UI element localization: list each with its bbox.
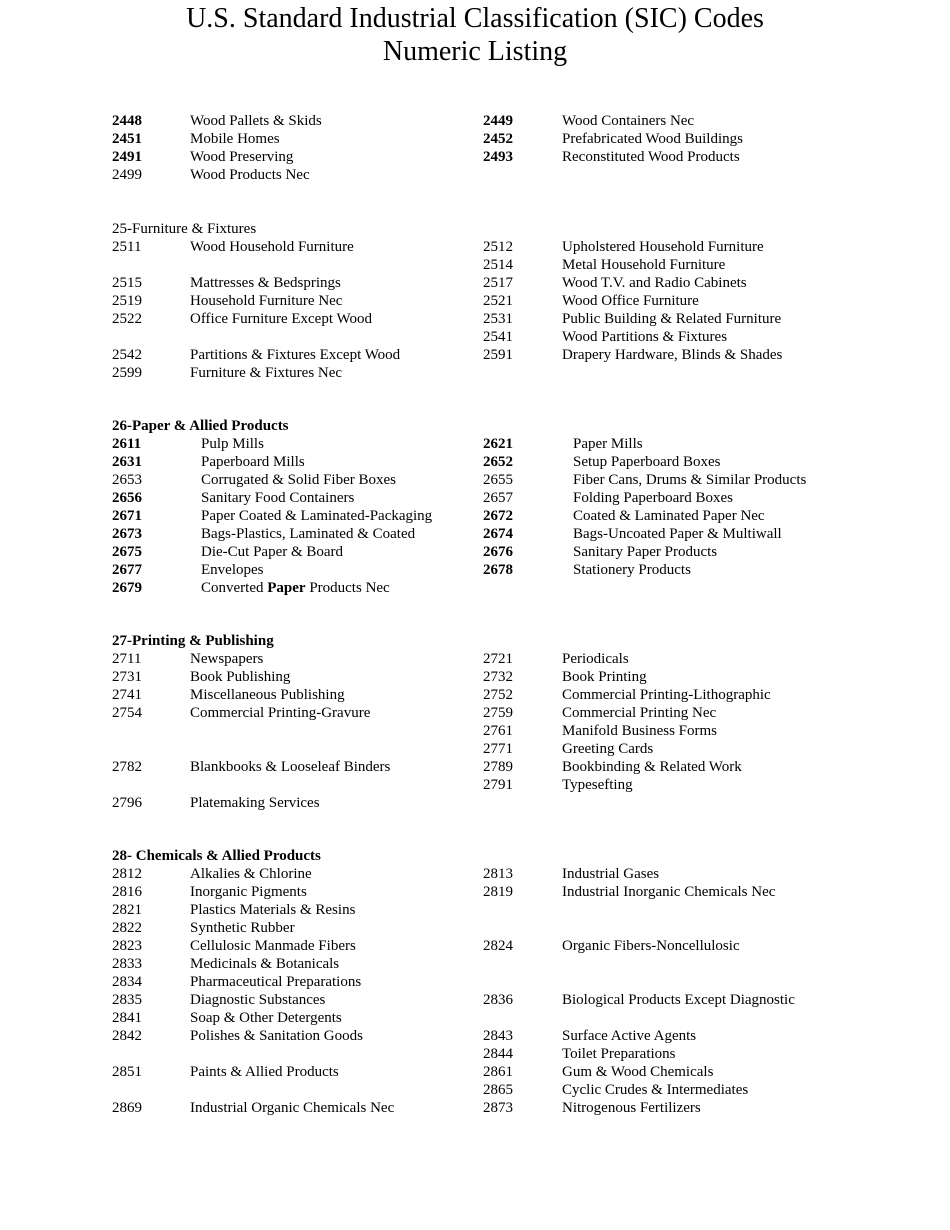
sic-code: 2677: [112, 562, 142, 578]
sic-code: 2841: [112, 1010, 142, 1026]
sic-code: 2678: [483, 562, 513, 578]
industry-name: Wood Pallets & Skids: [190, 113, 322, 129]
industry-name: Greeting Cards: [562, 741, 654, 757]
industry-name-emphasis: Paper: [267, 580, 306, 596]
sic-code: 2672: [483, 508, 513, 524]
table-row: [0, 525, 950, 543]
sic-code: 2721: [483, 651, 513, 667]
table-row: [0, 650, 950, 668]
sic-code: 2679: [112, 580, 142, 596]
industry-name: Manifold Business Forms: [562, 723, 718, 739]
sic-code: 2599: [112, 365, 142, 381]
table-row: [0, 1099, 950, 1117]
table-row: [0, 955, 950, 973]
sic-code: 2834: [112, 974, 142, 990]
table-row: [0, 1027, 950, 1045]
industry-name: Biological Products Except Diagnostic: [562, 992, 795, 1008]
industry-name: Platemaking Services: [190, 795, 320, 811]
sic-code: 2822: [112, 920, 142, 936]
industry-name: [201, 579, 390, 597]
industry-name: Die-Cut Paper & Board: [201, 544, 344, 560]
industry-name: Reconstituted Wood Products: [562, 149, 740, 165]
sic-code: 2631: [112, 454, 142, 470]
table-row: [0, 364, 950, 382]
table-row: [0, 561, 950, 579]
section-heading: 25-Furniture & Fixtures: [112, 221, 257, 237]
sic-code: 2873: [483, 1100, 513, 1116]
sic-code: 2673: [112, 526, 142, 542]
industry-name: Periodicals: [562, 651, 629, 667]
sic-code: 2813: [483, 866, 513, 882]
industry-name: Alkalies & Chlorine: [190, 866, 312, 882]
industry-name: Wood Partitions & Fixtures: [562, 329, 728, 345]
sic-code: 2711: [112, 651, 142, 667]
industry-name: Paints & Allied Products: [190, 1064, 339, 1080]
table-row: [0, 579, 950, 597]
industry-name: Gum & Wood Chemicals: [562, 1064, 714, 1080]
table-row: [0, 310, 950, 328]
sic-code: 2754: [112, 705, 142, 721]
sic-code: 2656: [112, 490, 142, 506]
sic-code: 2812: [112, 866, 142, 882]
sic-code: 2676: [483, 544, 513, 560]
industry-name: Cellulosic Manmade Fibers: [190, 938, 356, 954]
industry-name: Metal Household Furniture: [562, 257, 726, 273]
sic-code: 2521: [483, 293, 513, 309]
industry-name: Stationery Products: [573, 562, 691, 578]
industry-name: Wood Preserving: [190, 149, 294, 165]
industry-name: Pharmaceutical Preparations: [190, 974, 362, 990]
table-row: [0, 453, 950, 471]
sic-code: 2761: [483, 723, 513, 739]
industry-name: Paper Mills: [573, 436, 643, 452]
table-row: [0, 865, 950, 883]
table-row: [0, 919, 950, 937]
sic-code: 2843: [483, 1028, 513, 1044]
sic-code: 2771: [483, 741, 513, 757]
industry-name: Industrial Organic Chemicals Nec: [190, 1100, 395, 1116]
sic-code: 2752: [483, 687, 513, 703]
industry-name-part: Products Nec: [305, 580, 390, 596]
table-row: [0, 112, 950, 130]
sic-code: 2448: [112, 113, 142, 129]
industry-name: Surface Active Agents: [562, 1028, 697, 1044]
sic-code: 2511: [112, 239, 142, 255]
sic-code: 2493: [483, 149, 513, 165]
table-row: [0, 1009, 950, 1027]
table-row: [0, 274, 950, 292]
table-row: [0, 1045, 950, 1063]
industry-name: Wood T.V. and Radio Cabinets: [562, 275, 747, 291]
sic-code: 2836: [483, 992, 513, 1008]
sic-code: 2621: [483, 436, 513, 452]
sic-code: 2759: [483, 705, 513, 721]
industry-name: Household Furniture Nec: [190, 293, 343, 309]
sic-code: 2491: [112, 149, 142, 165]
table-row: [0, 328, 950, 346]
industry-name: Envelopes: [201, 562, 264, 578]
table-row: [0, 346, 950, 364]
sic-code: 2819: [483, 884, 513, 900]
sic-code: 2842: [112, 1028, 142, 1044]
industry-name: Fiber Cans, Drums & Similar Products: [573, 472, 807, 488]
industry-name: Wood Household Furniture: [190, 239, 354, 255]
sic-code: 2732: [483, 669, 513, 685]
industry-name: Soap & Other Detergents: [190, 1010, 342, 1026]
sic-code: 2514: [483, 257, 513, 273]
industry-name: Sanitary Food Containers: [201, 490, 355, 506]
table-row: [0, 758, 950, 776]
sic-code: 2824: [483, 938, 513, 954]
table-row: [0, 883, 950, 901]
table-row: [0, 543, 950, 561]
sic-code: 2515: [112, 275, 142, 291]
sic-code: 2652: [483, 454, 513, 470]
industry-name: Sanitary Paper Products: [573, 544, 718, 560]
table-row: [0, 1063, 950, 1081]
sic-code: 2796: [112, 795, 142, 811]
table-row: [0, 471, 950, 489]
table-row: [0, 740, 950, 758]
sic-code: 2517: [483, 275, 513, 291]
industry-name: Industrial Gases: [562, 866, 660, 882]
sic-code: 2865: [483, 1082, 513, 1098]
title-line-2: Numeric Listing: [382, 36, 568, 67]
industry-name: Blankbooks & Looseleaf Binders: [190, 759, 391, 775]
sic-code: 2611: [112, 436, 142, 452]
industry-name: Toilet Preparations: [562, 1046, 676, 1062]
industry-name: Organic Fibers-Noncellulosic: [562, 938, 740, 954]
sic-code: 2449: [483, 113, 513, 129]
table-row: [0, 292, 950, 310]
sic-code: 2844: [483, 1046, 513, 1062]
industry-name: Bags-Uncoated Paper & Multiwall: [573, 526, 782, 542]
sic-code: 2653: [112, 472, 142, 488]
sic-code: 2531: [483, 311, 513, 327]
sic-code: 2731: [112, 669, 142, 685]
industry-name: Commercial Printing-Gravure: [190, 705, 371, 721]
sic-code: 2452: [483, 131, 513, 147]
industry-name: Nitrogenous Fertilizers: [562, 1100, 701, 1116]
sic-code: 2851: [112, 1064, 142, 1080]
industry-name: Upholstered Household Furniture: [562, 239, 764, 255]
sic-code: 2833: [112, 956, 142, 972]
industry-name: Newspapers: [190, 651, 264, 667]
industry-name: Wood Containers Nec: [562, 113, 695, 129]
industry-name: Bags-Plastics, Laminated & Coated: [201, 526, 416, 542]
sic-code: 2522: [112, 311, 142, 327]
table-row: [0, 794, 950, 812]
sic-code: 2835: [112, 992, 142, 1008]
industry-name: Commercial Printing-Lithographic: [562, 687, 771, 703]
industry-name: Book Publishing: [190, 669, 291, 685]
industry-name: Coated & Laminated Paper Nec: [573, 508, 765, 524]
industry-name: Drapery Hardware, Blinds & Shades: [562, 347, 783, 363]
industry-name: Bookbinding & Related Work: [562, 759, 742, 775]
industry-name: Industrial Inorganic Chemicals Nec: [562, 884, 776, 900]
table-row: [0, 704, 950, 722]
industry-name: Plastics Materials & Resins: [190, 902, 356, 918]
sic-code: 2674: [483, 526, 513, 542]
table-row: [0, 507, 950, 525]
sic-code: 2655: [483, 472, 513, 488]
industry-name: Polishes & Sanitation Goods: [190, 1028, 363, 1044]
sic-code: 2542: [112, 347, 142, 363]
industry-name: Partitions & Fixtures Except Wood: [190, 347, 401, 363]
section-heading: 26-Paper & Allied Products: [112, 418, 289, 434]
table-row: [0, 991, 950, 1009]
table-row: [0, 130, 950, 148]
sic-code: 2499: [112, 167, 142, 183]
industry-name: Public Building & Related Furniture: [562, 311, 782, 327]
industry-name: Pulp Mills: [201, 436, 264, 452]
sic-code: 2821: [112, 902, 142, 918]
industry-name-part: Converted: [201, 580, 268, 596]
table-row: [0, 973, 950, 991]
industry-name: Mattresses & Bedsprings: [190, 275, 341, 291]
table-row: [0, 489, 950, 507]
table-row: [0, 166, 950, 184]
industry-name: Book Printing: [562, 669, 647, 685]
table-row: [0, 668, 950, 686]
sic-code: 2519: [112, 293, 142, 309]
sic-code: 2816: [112, 884, 142, 900]
table-row: [0, 148, 950, 166]
sic-code: 2791: [483, 777, 513, 793]
sic-code: 2671: [112, 508, 142, 524]
industry-name: Paper Coated & Laminated-Packaging: [201, 508, 433, 524]
industry-name: Mobile Homes: [190, 131, 280, 147]
sic-code: 2823: [112, 938, 142, 954]
sic-code: 2789: [483, 759, 513, 775]
table-row: [0, 686, 950, 704]
industry-name: Corrugated & Solid Fiber Boxes: [201, 472, 396, 488]
industry-name: Paperboard Mills: [201, 454, 305, 470]
page-title: [0, 2, 950, 68]
table-row: [0, 435, 950, 453]
sic-code: 2782: [112, 759, 142, 775]
table-row: [0, 238, 950, 256]
sic-code: 2451: [112, 131, 142, 147]
title-line-1: U.S. Standard Industrial Classification (SIC) Codes: [186, 3, 764, 34]
industry-name: Diagnostic Substances: [190, 992, 326, 1008]
industry-name: Commercial Printing Nec: [562, 705, 717, 721]
sic-code: 2861: [483, 1064, 513, 1080]
industry-name: Cyclic Crudes & Intermediates: [562, 1082, 749, 1098]
industry-name: Furniture & Fixtures Nec: [190, 365, 343, 381]
section-heading: 28- Chemicals & Allied Products: [112, 848, 321, 864]
industry-name: Synthetic Rubber: [190, 920, 295, 936]
industry-name: Typesefting: [562, 777, 633, 793]
industry-name: Wood Office Furniture: [562, 293, 699, 309]
industry-name: Office Furniture Except Wood: [190, 311, 372, 327]
table-row: [0, 776, 950, 794]
industry-name: Wood Products Nec: [190, 167, 310, 183]
sic-code: 2869: [112, 1100, 142, 1116]
industry-name: Miscellaneous Publishing: [190, 687, 345, 703]
sic-code: 2657: [483, 490, 513, 506]
industry-name: Setup Paperboard Boxes: [573, 454, 721, 470]
section-heading: 27-Printing & Publishing: [112, 633, 274, 649]
sic-code: 2675: [112, 544, 142, 560]
table-row: [0, 1081, 950, 1099]
sic-code: 2512: [483, 239, 513, 255]
sic-code: 2741: [112, 687, 142, 703]
industry-name: Inorganic Pigments: [190, 884, 307, 900]
table-row: [0, 937, 950, 955]
table-row: [0, 901, 950, 919]
industry-name: Prefabricated Wood Buildings: [562, 131, 743, 147]
table-row: [0, 256, 950, 274]
sic-code: 2591: [483, 347, 513, 363]
industry-name: Medicinals & Botanicals: [190, 956, 340, 972]
industry-name: Folding Paperboard Boxes: [573, 490, 733, 506]
sic-code: 2541: [483, 329, 513, 345]
table-row: [0, 722, 950, 740]
